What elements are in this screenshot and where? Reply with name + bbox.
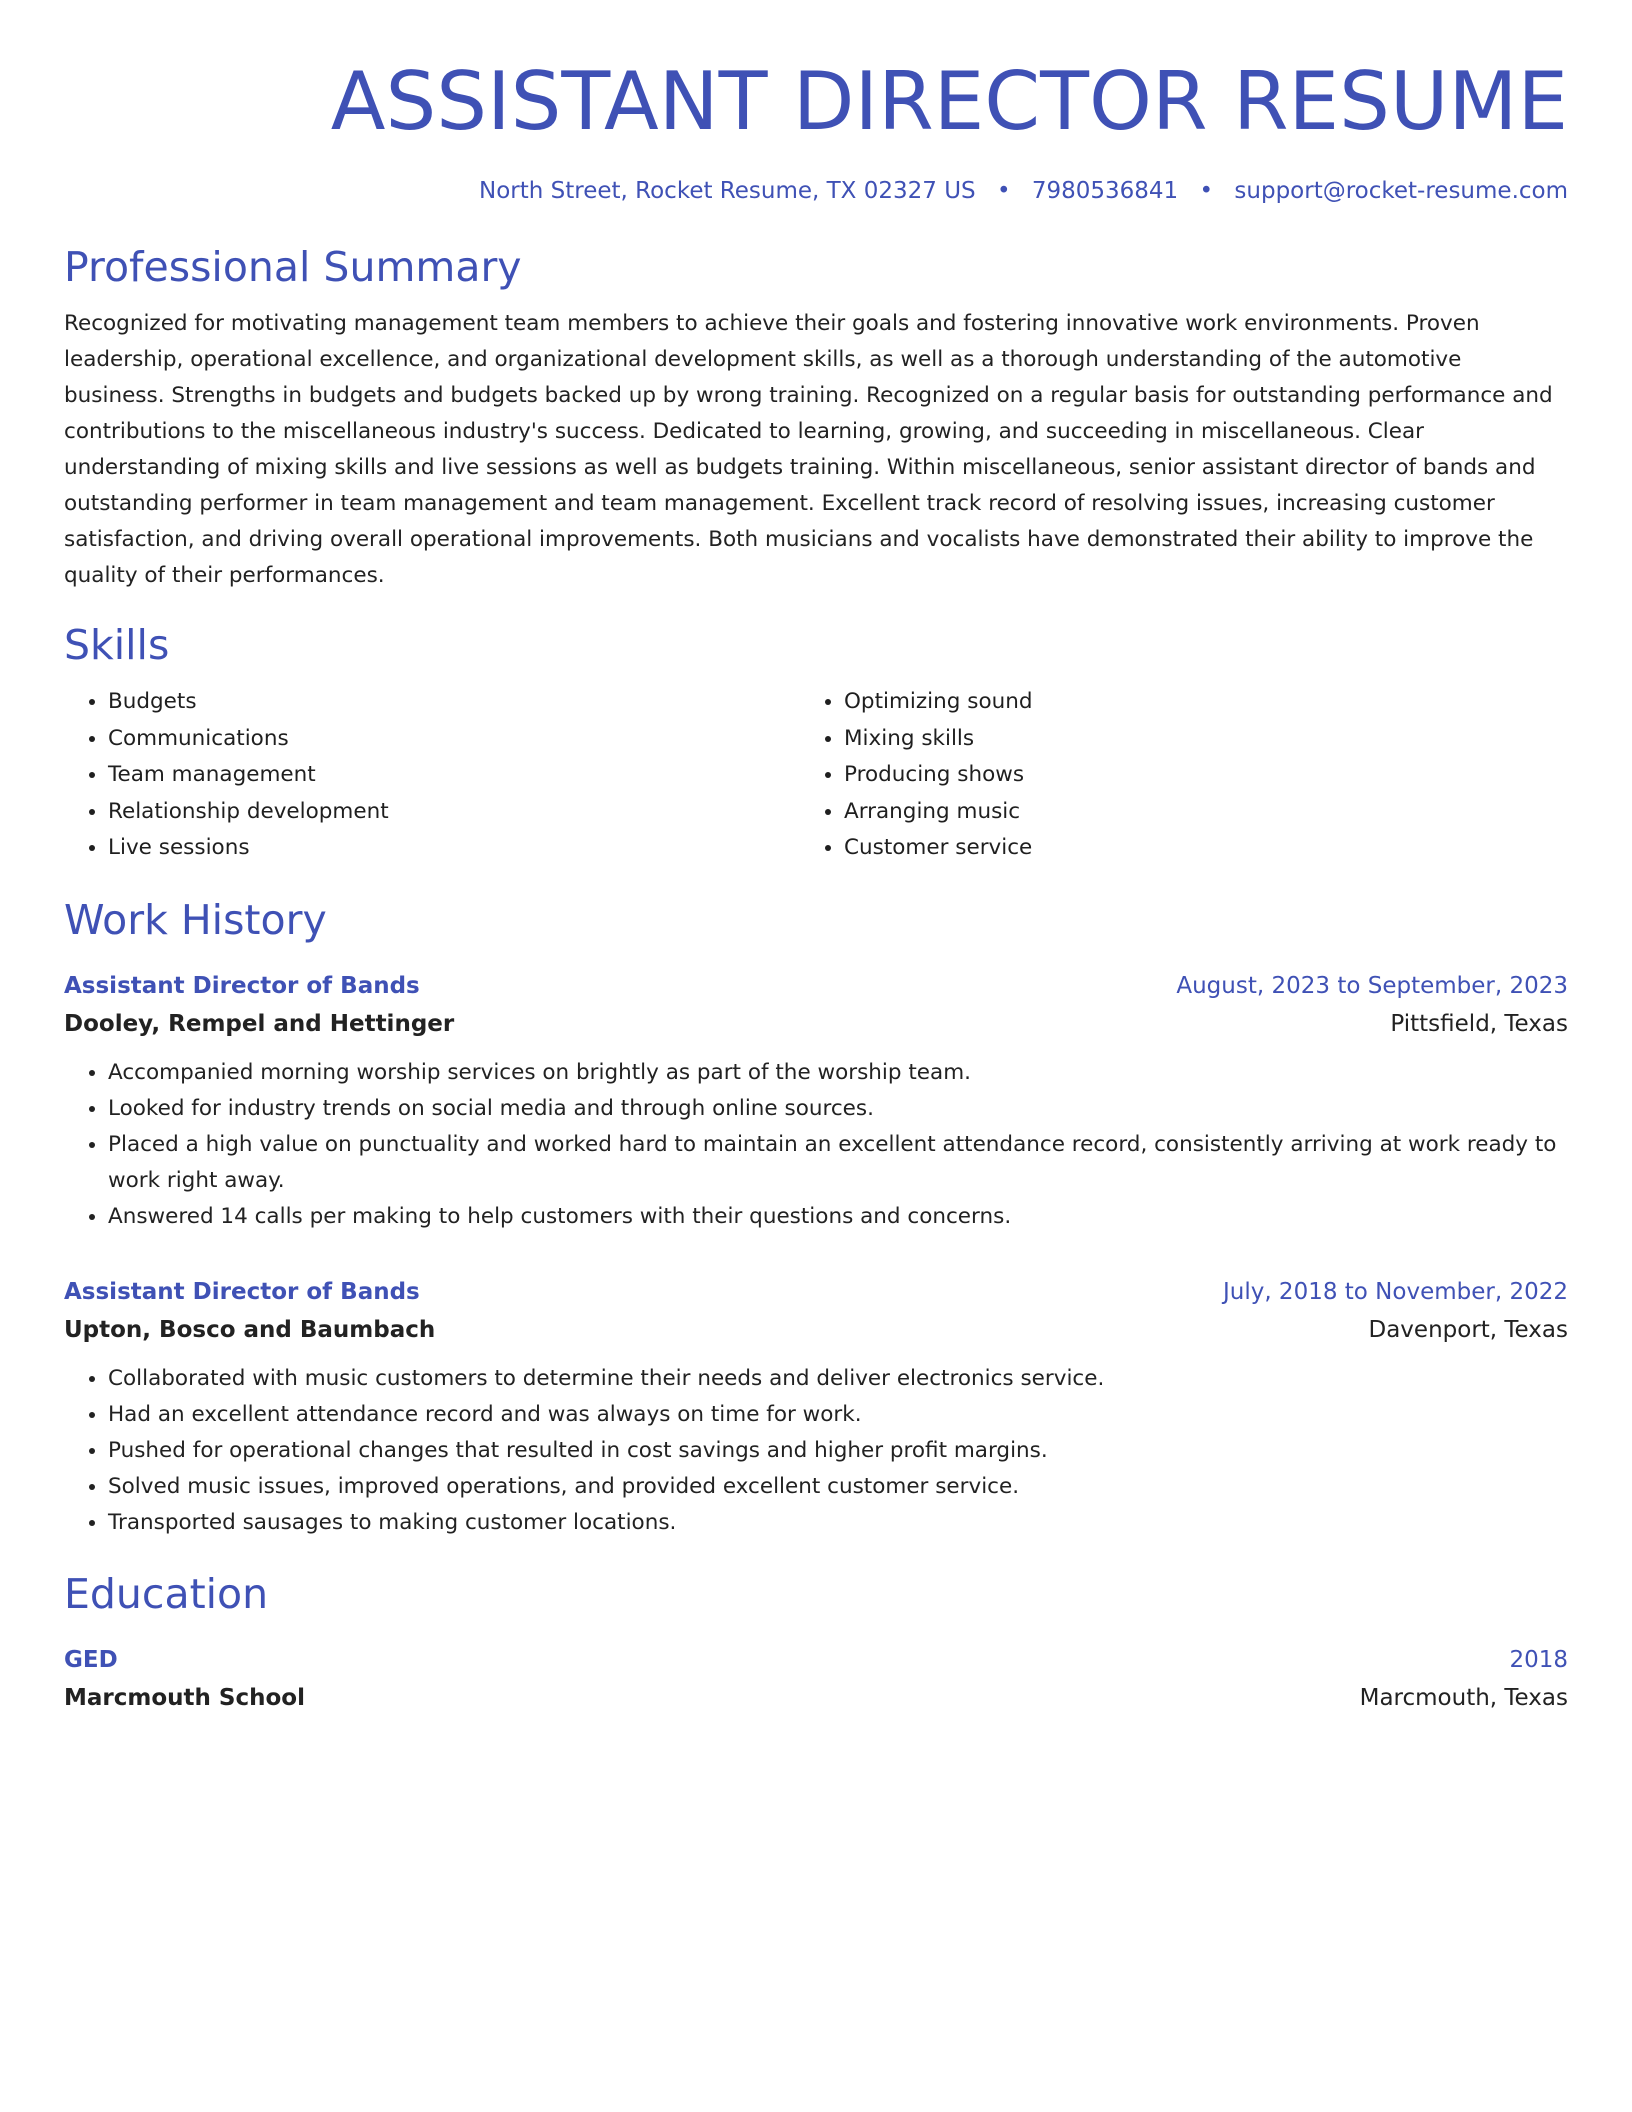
work-history-heading: Work History xyxy=(64,895,327,944)
contact-email: support@rocket-resume.com xyxy=(1234,178,1568,204)
skill-item: • Live sessions xyxy=(108,830,800,867)
skill-item: • Arranging music xyxy=(844,794,1536,831)
job-bullet: • Pushed for operational changes that resulted in cost savings and higher profit margins. xyxy=(108,1433,1568,1469)
job-location: Davenport, Texas xyxy=(1368,1316,1568,1343)
job-company-row xyxy=(64,1005,1568,1043)
job-bullet: • Accompanied morning worship services on brightly as part of the worship team. xyxy=(108,1055,1568,1091)
job-entry xyxy=(64,1273,1568,1541)
job-location: Pittsfield, Texas xyxy=(1390,1010,1568,1037)
education-heading: Education xyxy=(64,1569,269,1618)
job-company-row xyxy=(64,1311,1568,1349)
job-bullet: • Had an excellent attendance record and was always on time for work. xyxy=(108,1397,1568,1433)
job-bullet: • Placed a high value on punctuality and worked hard to maintain an excellent attendance record, consistently arriving at work ready to work right away. xyxy=(108,1127,1568,1199)
job-title: Assistant Director of Bands xyxy=(64,1278,420,1305)
summary-text: Recognized for motivating management team members to achieve their goals and fostering innovative work environments. Proven leadership, operational excellence, and organizational development skills, as well as a thorough understanding of the automotive business. Strengths in budgets and budgets backed up by wrong training. Recognized on a regular basis for outstanding performance and contributions to the miscellaneous industry's success. Dedicated to learning, growing, and succeeding in miscellaneous. Clear understanding of mixing skills and live sessions as well as budgets training. Within miscellaneous, senior assistant director of bands and outstanding performer in team management and team management. Excellent track record of resolving issues, increasing customer satisfaction, and driving overall operational improvements. Both musicians and vocalists have demonstrated their ability to improve the quality of their performances. xyxy=(64,311,1553,588)
skill-item: • Customer service xyxy=(844,830,1536,867)
job-title: Assistant Director of Bands xyxy=(64,972,420,999)
job-bullet: • Collaborated with music customers to determine their needs and deliver electronics service. xyxy=(108,1361,1568,1397)
skill-item: • Relationship development xyxy=(108,794,800,831)
job-bullets xyxy=(64,1361,1568,1541)
education-year: 2018 xyxy=(1509,1646,1568,1673)
job-bullets xyxy=(64,1055,1568,1235)
education-entry xyxy=(64,1641,1568,1717)
job-company: Dooley, Rempel and Hettinger xyxy=(64,1010,455,1037)
skill-item: • Team management xyxy=(108,757,800,794)
contact-separator: • xyxy=(996,178,1011,204)
skill-item: • Budgets xyxy=(108,684,800,721)
skills-heading: Skills xyxy=(64,621,170,669)
job-dates: July, 2018 to November, 2022 xyxy=(1222,1278,1568,1305)
job-bullet: • Transported sausages to making customer locations. xyxy=(108,1505,1568,1541)
contact-phone: 7980536841 xyxy=(1031,178,1179,204)
job-bullet: • Solved music issues, improved operations, and provided excellent customer service. xyxy=(108,1469,1568,1505)
resume-header xyxy=(64,0,1568,206)
education-school: Marcmouth School xyxy=(64,1684,305,1711)
job-entry xyxy=(64,967,1568,1235)
education-location: Marcmouth, Texas xyxy=(1359,1684,1568,1711)
education-header-row xyxy=(64,1641,1568,1679)
job-dates: August, 2023 to September, 2023 xyxy=(1176,972,1568,999)
summary-heading: Professional Summary xyxy=(64,243,522,291)
contact-address: North Street, Rocket Resume, TX 02327 US xyxy=(479,178,976,204)
skills-column-right xyxy=(800,684,1536,867)
skills-column-left xyxy=(64,684,800,867)
job-header-row xyxy=(64,1273,1568,1311)
skill-item: • Optimizing sound xyxy=(844,684,1536,721)
job-header-row xyxy=(64,967,1568,1005)
skills-list xyxy=(64,684,1568,867)
job-bullet: • Answered 14 calls per making to help customers with their questions and concerns. xyxy=(108,1199,1568,1235)
contact-line xyxy=(64,176,1568,206)
resume-title: ASSISTANT DIRECTOR RESUME xyxy=(330,55,1568,148)
education-degree: GED xyxy=(64,1646,118,1673)
skill-item: • Communications xyxy=(108,721,800,758)
contact-separator: • xyxy=(1199,178,1214,204)
skill-item: • Mixing skills xyxy=(844,721,1536,758)
job-bullet: • Looked for industry trends on social media and through online sources. xyxy=(108,1091,1568,1127)
job-company: Upton, Bosco and Baumbach xyxy=(64,1316,436,1343)
education-school-row xyxy=(64,1679,1568,1717)
skill-item: • Producing shows xyxy=(844,757,1536,794)
